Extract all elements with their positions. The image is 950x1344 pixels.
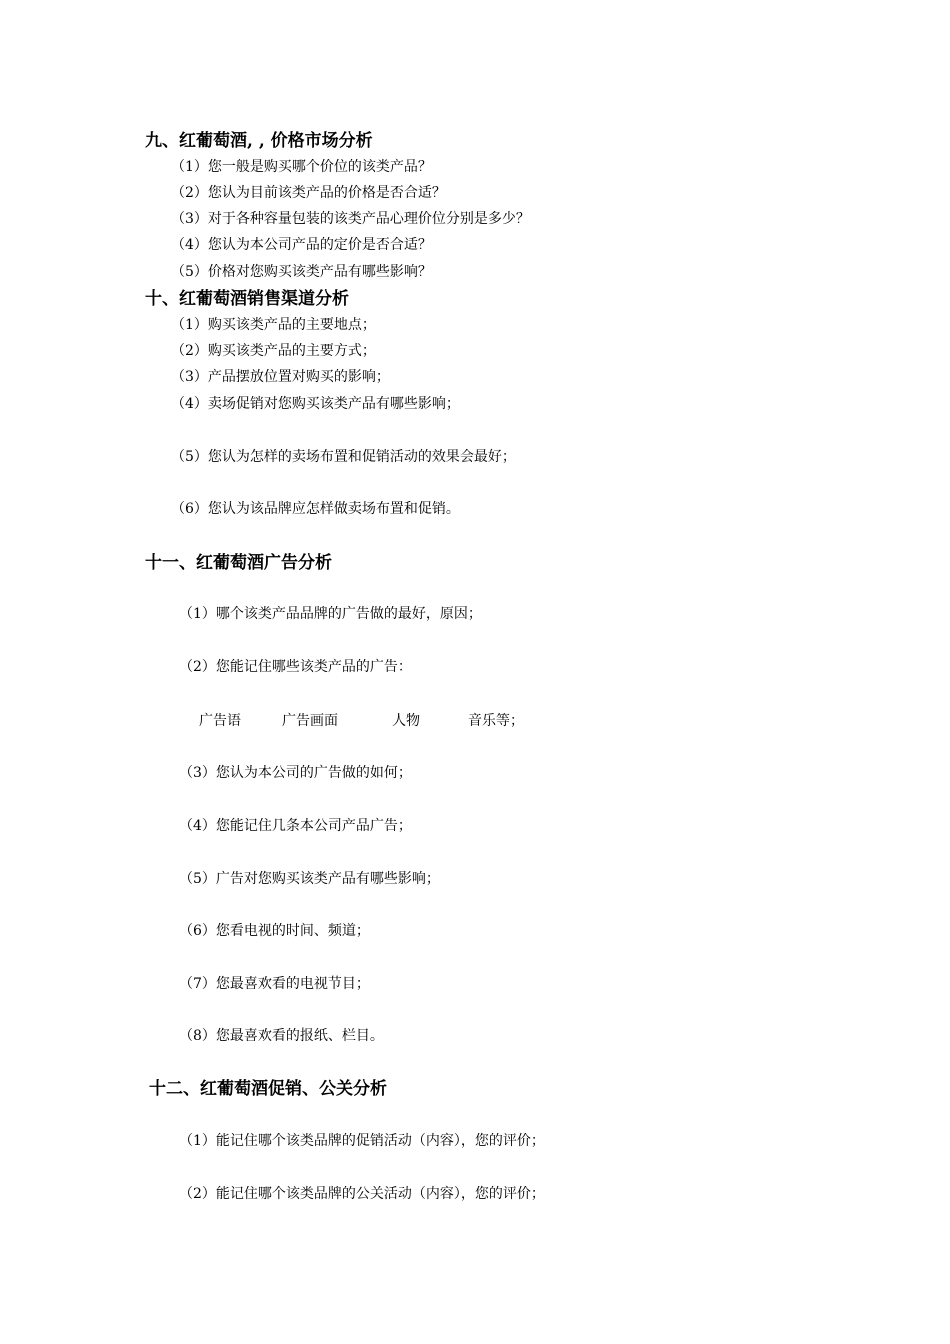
section-10-item-6: （6）您认为该品牌应怎样做卖场布置和促销。: [171, 501, 460, 517]
section-10-item-5: （5）您认为怎样的卖场布置和促销活动的效果会最好；: [171, 449, 516, 465]
section-12-heading: 十二、红葡萄酒促销、公关分析: [149, 1079, 387, 1099]
ad-element-slogan: 广告语: [199, 713, 241, 729]
section-9-item-1: （1）您一般是购买哪个价位的该类产品？: [171, 159, 432, 175]
ad-element-visual: 广告画面: [282, 713, 338, 729]
section-11-item-3: （3）您认为本公司的广告做的如何；: [179, 765, 412, 781]
section-9-item-3: （3）对于各种容量包装的该类产品心理价位分别是多少？: [171, 211, 530, 227]
section-9-heading: 九、红葡萄酒, , 价格市场分析: [145, 131, 373, 151]
section-11-item-8: （8）您最喜欢看的报纸、栏目。: [179, 1028, 384, 1044]
section-12-item-2: （2）能记住哪个该类品牌的公关活动（内容），您的评价；: [179, 1186, 545, 1202]
section-10-item-2: （2）购买该类产品的主要方式；: [171, 343, 376, 359]
section-11-item-7: （7）您最喜欢看的电视节目；: [179, 976, 370, 992]
section-10-item-4: （4）卖场促销对您购买该类产品有哪些影响；: [171, 396, 460, 412]
section-10-item-1: （1）购买该类产品的主要地点；: [171, 317, 376, 333]
ad-element-music: 音乐等；: [468, 713, 524, 729]
section-11-item-4: （4）您能记住几条本公司产品广告；: [179, 818, 412, 834]
ad-elements-row: [0, 711, 950, 731]
section-9-item-2: （2）您认为目前该类产品的价格是否合适？: [171, 185, 446, 201]
section-11-item-6: （6）您看电视的时间、频道；: [179, 923, 370, 939]
section-9-item-4: （4）您认为本公司产品的定价是否合适？: [171, 237, 432, 253]
section-10-item-3: （3）产品摆放位置对购买的影响；: [171, 369, 390, 385]
section-11-item-5: （5）广告对您购买该类产品有哪些影响；: [179, 871, 440, 887]
section-11-item-2: （2）您能记住哪些该类产品的广告：: [179, 659, 412, 675]
section-11-item-1: （1）哪个该类产品品牌的广告做的最好，原因；: [179, 606, 482, 622]
section-12-item-1: （1）能记住哪个该类品牌的促销活动（内容），您的评价；: [179, 1133, 545, 1149]
section-9-item-5: （5）价格对您购买该类产品有哪些影响？: [171, 264, 432, 280]
section-11-heading: 十一、红葡萄酒广告分析: [145, 553, 332, 573]
section-10-heading: 十、红葡萄酒销售渠道分析: [145, 289, 349, 309]
ad-element-character: 人物: [392, 713, 420, 729]
